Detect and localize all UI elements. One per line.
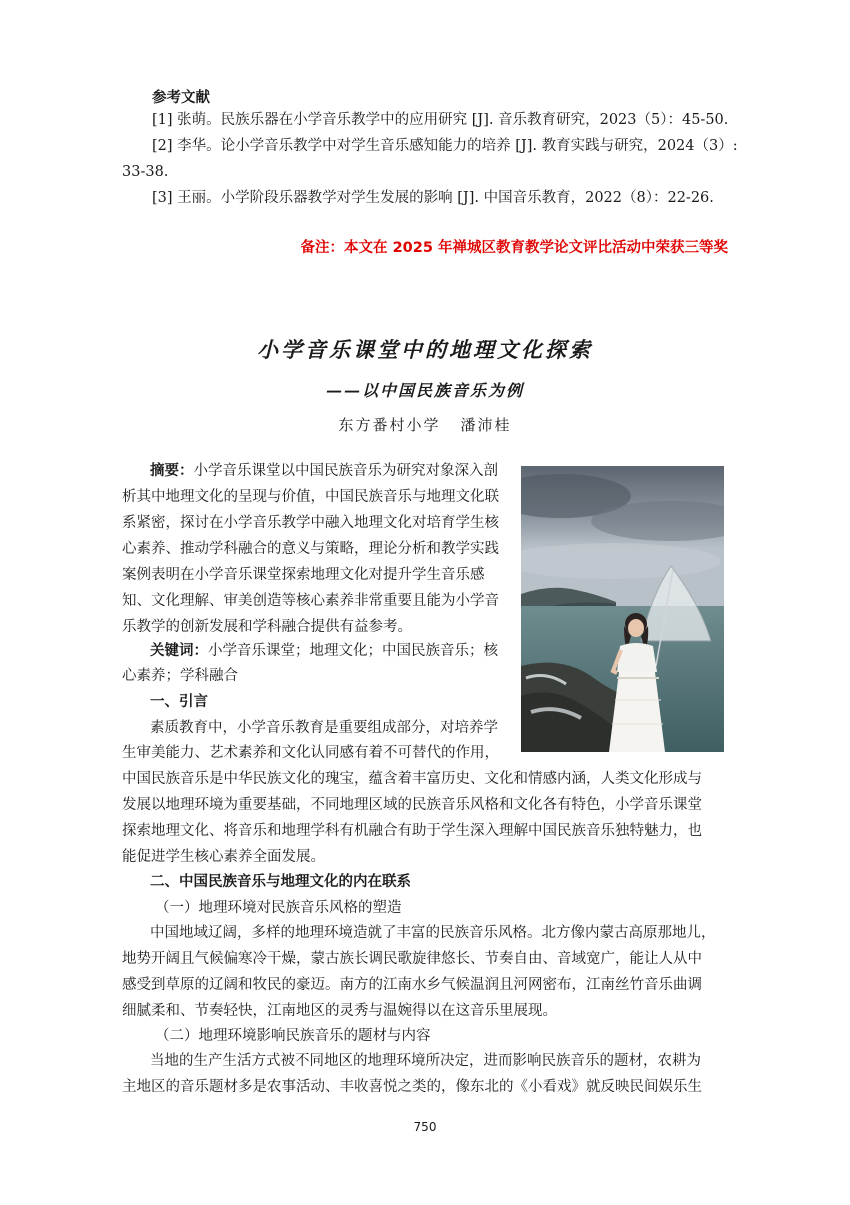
abstract-line: 系紧密，探讨在小学音乐教学中融入地理文化对培育学生核 <box>122 515 499 531</box>
byline <box>0 414 850 435</box>
paragraph-line: 中国民族音乐是中华民族文化的瑰宝，蕴含着丰富历史、文化和情感内涵，人类文化形成与 <box>122 771 702 787</box>
article-subtitle: ——以中国民族音乐为例 <box>325 381 524 400</box>
reference-item-continuation: 33-38. <box>122 164 169 180</box>
paragraph-line: 地势开阔且气候偏寒冷干燥，蒙古族长调民歌旋律悠长、节奏自由、音域宽广，能让人从中 <box>122 951 702 967</box>
keywords-line: 心素养；学科融合 <box>122 668 238 684</box>
paragraph-line: 生审美能力、艺术素养和文化认同感有着不可替代的作用， <box>122 745 499 761</box>
abstract-line: 心素养、推动学科融合的意义与策略，理论分析和教学实践 <box>122 541 499 557</box>
paragraph-line: 探索地理文化、将音乐和地理学科有机融合有助于学生深入理解中国民族音乐独特魅力，也 <box>122 823 702 839</box>
page-number: 750 <box>413 1120 437 1134</box>
paragraph-line: 素质教育中，小学音乐教育是重要组成部分，对培养学 <box>150 720 498 736</box>
references-heading: 参考文献 <box>152 90 210 106</box>
abstract-line: 乐教学的创新发展和学科融合提供有益参考。 <box>122 619 412 635</box>
abstract-line: 析其中地理文化的呈现与价值，中国民族音乐与地理文化联 <box>122 489 499 505</box>
paragraph-line: 当地的生产生活方式被不同地区的地理环境所决定，进而影响民族音乐的题材，农耕为 <box>150 1053 701 1069</box>
subsection-heading: （二）地理环境影响民族音乐的题材与内容 <box>155 1028 431 1044</box>
reference-item: [3] 王丽。小学阶段乐器教学对学生发展的影响 [J]. 中国音乐教育，2022（8）：22-26. <box>152 190 714 206</box>
reference-item: [2] 李华。论小学音乐教学中对学生音乐感知能力的培养 [J]. 教育实践与研究，2024（3）: <box>152 138 738 154</box>
reference-item: [1] 张萌。民族乐器在小学音乐教学中的应用研究 [J]. 音乐教育研究，2023（5）：45-50. <box>152 112 729 128</box>
author-photo <box>521 466 724 752</box>
paragraph-line: 主地区的音乐题材多是农事活动、丰收喜悦之类的，像东北的《小看戏》就反映民间娱乐生 <box>122 1079 702 1095</box>
article-title: 小学音乐课堂中的地理文化探索 <box>257 337 593 362</box>
keywords-label: 关键词： <box>150 643 208 659</box>
subsection-heading: （一）地理环境对民族音乐风格的塑造 <box>155 900 402 916</box>
abstract-label: 摘要： <box>150 463 194 479</box>
section-heading: 二、中国民族音乐与地理文化的内在联系 <box>150 874 411 890</box>
paragraph-line: 发展以地理环境为重要基础，不同地理区域的民族音乐风格和文化各有特色，小学音乐课堂 <box>122 797 702 813</box>
award-note: 备注：本文在 2025 年禅城区教育教学论文评比活动中荣获三等奖 <box>300 240 728 256</box>
paragraph-line: 细腻柔和、节奏轻快，江南地区的灵秀与温婉得以在这音乐里展现。 <box>122 1003 557 1019</box>
paragraph-line: 感受到草原的辽阔和牧民的豪迈。南方的江南水乡气候温润且河网密布，江南丝竹音乐曲调 <box>122 977 702 993</box>
abstract-line: 案例表明在小学音乐课堂探索地理文化对提升学生音乐感 <box>122 567 485 583</box>
paragraph-line: 能促进学生核心素养全面发展。 <box>122 849 325 865</box>
abstract-line: 知、文化理解、审美创造等核心素养非常重要且能为小学音 <box>122 593 499 609</box>
keywords-line: 关键词：小学音乐课堂；地理文化；中国民族音乐；核 <box>150 643 498 659</box>
paragraph-line: 中国地域辽阔，多样的地理环境造就了丰富的民族音乐风格。北方像内蒙古高原那地儿， <box>150 925 716 941</box>
school-name: 东方番村小学 <box>338 416 441 434</box>
author-name: 潘沛桂 <box>460 416 512 434</box>
abstract-line: 摘要：小学音乐课堂以中国民族音乐为研究对象深入剖 <box>150 463 498 479</box>
section-heading: 一、引言 <box>150 694 208 710</box>
